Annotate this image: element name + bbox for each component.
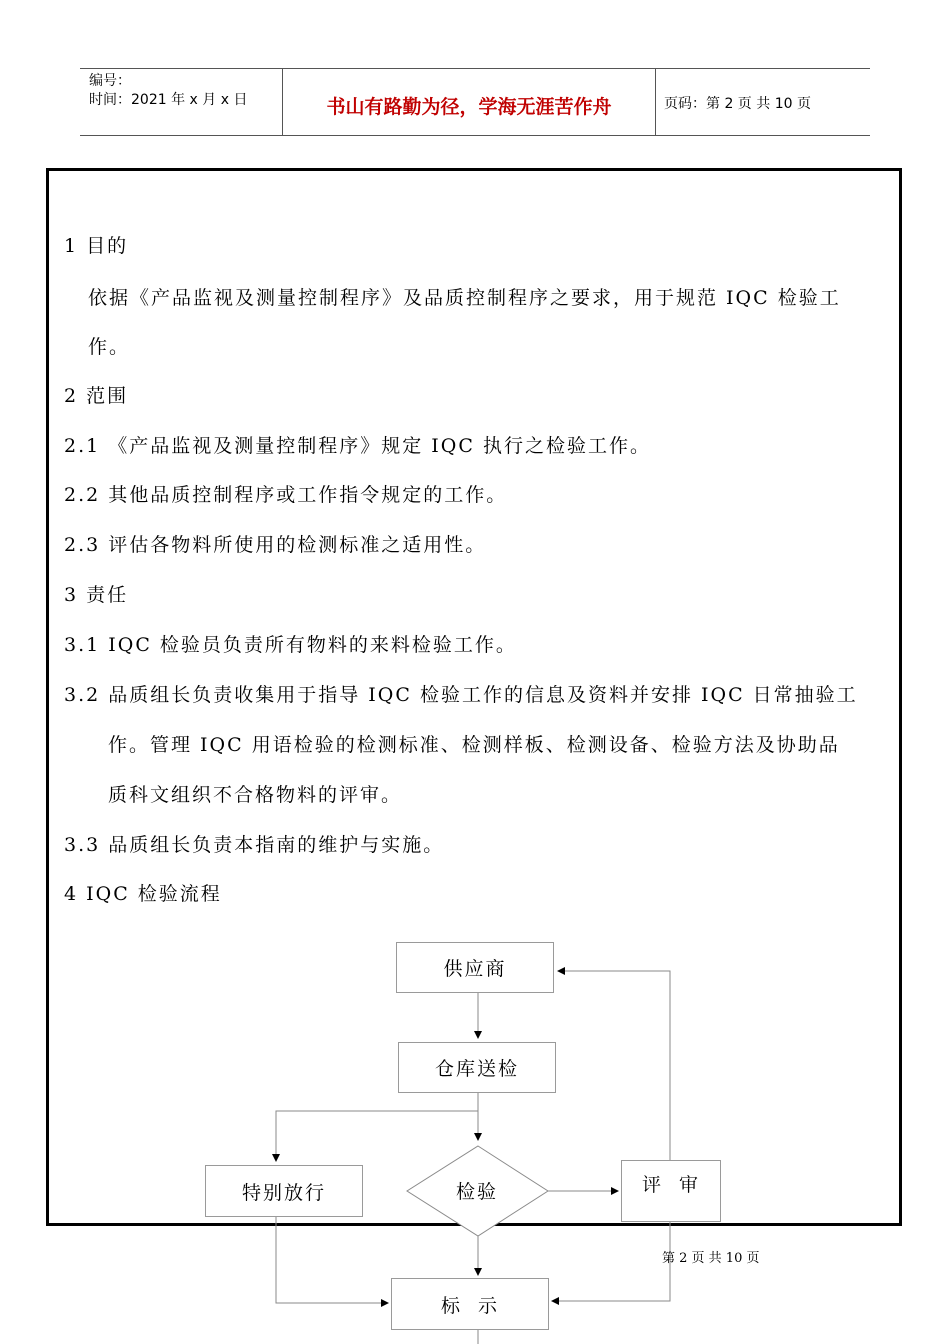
flow-node-warehouse: 仓库送检 — [398, 1042, 556, 1093]
section-1-text-cont: 作。 — [88, 336, 131, 358]
page-info: 页码：第 2 页 共 10 页 — [664, 96, 811, 112]
section-1-text: 依据《产品监视及测量控制程序》及品质控制程序之要求，用于规范 IQC 检验工 — [88, 287, 841, 309]
header-motto: 书山有路勤为径，学海无涯苦作舟 — [326, 96, 612, 118]
section-3-2-cont-1: 作。管理 IQC 用语检验的检测标准、检测样板、检测设备、检验方法及协助品 — [108, 734, 840, 756]
flow-node-review — [621, 1160, 721, 1222]
arrow-review-to-marking — [552, 1222, 670, 1301]
flow-node-review-label: 评 审 — [641, 1174, 701, 1196]
arrow-special-release-to-marking — [276, 1217, 388, 1303]
section-3-2: 3.2 品质组长负责收集用于指导 IQC 检验工作的信息及资料并安排 IQC 日常抽验工 — [64, 684, 858, 706]
section-2-2: 2.2 其他品质控制程序或工作指令规定的工作。 — [64, 484, 508, 506]
arrow-branch-to-special-release — [276, 1111, 478, 1161]
doc-code-label: 编号： — [89, 73, 131, 89]
footer-page-number: 第 2 页 共 10 页 — [662, 1251, 760, 1266]
flow-node-supplier: 供应商 — [396, 942, 554, 993]
section-2-3: 2.3 评估各物料所使用的检测标准之适用性。 — [64, 534, 487, 556]
arrow-review-to-supplier — [558, 971, 670, 1160]
section-2-1: 2.1 《产品监视及测量控制程序》规定 IQC 执行之检验工作。 — [64, 435, 651, 457]
flow-node-special-release: 特别放行 — [205, 1165, 363, 1217]
flow-node-marking — [391, 1278, 549, 1330]
doc-date: 时间：2021 年 x 月 x 日 — [89, 92, 248, 108]
section-3-2-cont-2: 质科文组织不合格物料的评审。 — [108, 784, 403, 806]
section-1-heading: 1 目的 — [64, 235, 129, 257]
flow-node-inspection: 检验 — [456, 1181, 499, 1203]
section-2-heading: 2 范围 — [64, 385, 129, 407]
flow-node-marking-label: 标 示 — [440, 1294, 500, 1317]
section-3-3: 3.3 品质组长负责本指南的维护与实施。 — [64, 834, 445, 856]
section-4-heading: 4 IQC 检验流程 — [64, 883, 222, 905]
section-3-heading: 3 责任 — [64, 584, 129, 606]
section-3-1: 3.1 IQC 检验员负责所有物料的来料检验工作。 — [64, 634, 517, 656]
